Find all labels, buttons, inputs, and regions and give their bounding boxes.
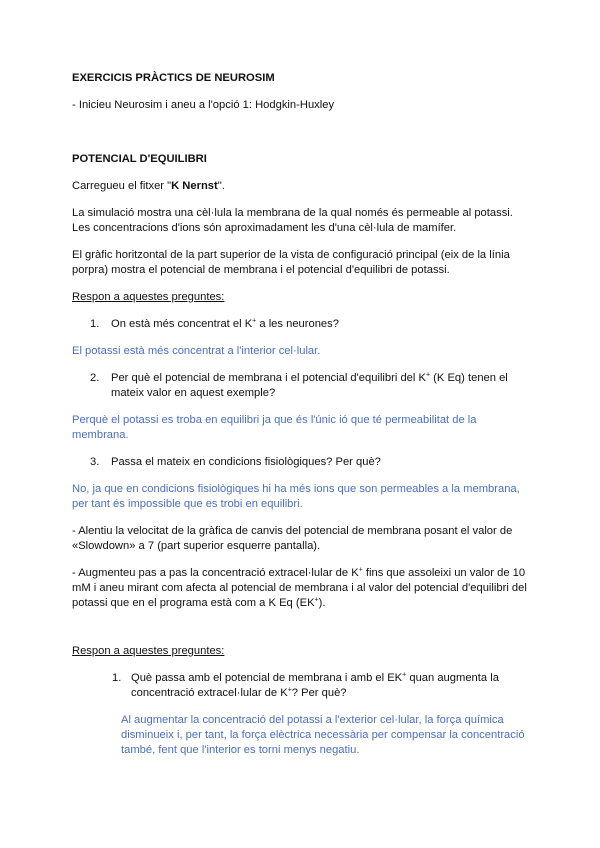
question-3: Passa el mateix en condicions fisiològiques? Per què? [111,456,381,468]
answer-3-line1: No, ja que en condicions fisiològiques hi ha més ions que son permeables a la membrana, [72,483,520,495]
para2-line2: porpra) mostra el potencial de membrana i el potencial d'equilibri de potassi. [72,264,450,276]
answer-4-line2: disminueix i, per tant, la força elèctrica necessària per compensar la concentració [121,729,525,741]
respond-heading-1: Respon a aquestes preguntes: [72,291,225,303]
answer-2-line2: membrana. [72,429,129,441]
question-2-line2: mateix valor en aquest exemple? [111,387,276,399]
answer-4-line1: Al augmentar la concentració del potassi a l'exterior cel·lular, la força química [121,714,504,726]
step-slowdown-line1: - Alentiu la velocitat de la gràfica de canvis del potencial de membrana posant el valor de [72,525,513,537]
question-1-number: 1. [90,318,100,330]
document-title: EXERCICIS PRÀCTICS DE NEUROSIM [72,72,275,84]
step-increase-line3: potassi que en el programa està com a K Eq (EK+). [72,596,326,609]
respond-heading-2: Respon a aquestes preguntes: [72,645,225,657]
intro-instruction: - Inicieu Neurosim i aneu a l'opció 1: Hodgkin-Huxley [72,99,335,111]
para1-line1: La simulació mostra una cèl·lula la membrana de la qual només és permeable al potassi. [72,207,513,219]
load-suffix: ". [217,180,225,192]
question-4-line1: Què passa amb el potencial de membrana i amb el EK+ quan augmenta la [131,671,499,684]
answer-4-line3: també, fent que l'interior es torni menys negatiu. [121,744,360,756]
step-slowdown-line2: «Slowdown» a 7 (part superior esquerre pantalla). [72,540,321,552]
para1-line2: Les concentracions d'ions són aproximadament les d'una cèl·lula de mamífer. [72,222,457,234]
question-2-number: 2. [90,372,100,384]
question-4-line2: concentració extracel·lular de K+? Per què? [131,686,347,699]
section-heading: POTENCIAL D'EQUILIBRI [72,153,207,165]
question-4-number: 1. [112,672,122,684]
para2-line1: El gràfic horitzontal de la part superior de la vista de configuració principal (eix de la línia [72,249,510,261]
question-3-number: 3. [90,456,100,468]
load-file-instruction [72,179,225,195]
load-prefix: Carregueu el fitxer " [72,180,172,192]
question-1: On està més concentrat el K+ a les neurones? [111,317,339,330]
step-increase-line2: mM i aneu mirant com afecta al potencial de membrana i al valor del potencial d'equilibri del [72,582,527,594]
answer-3-line2: per tant és impossible que es trobi en equilibri. [72,498,303,510]
load-file-name: K Nernst [171,180,218,192]
answer-1: El potassi està més concentrat a l'interior cel·lular. [72,345,321,357]
question-2-line1: Per què el potencial de membrana i el potencial d'equilibri del K+ (K Eq) tenen el [111,371,508,384]
answer-2-line1: Perquè el potassi es troba en equilibri ja que és l'únic ió que té permeabilitat de la [72,414,477,426]
step-increase-line1: - Augmenteu pas a pas la concentració extracel·lular de K+ fins que assoleixi un valor de 10 [72,566,526,579]
